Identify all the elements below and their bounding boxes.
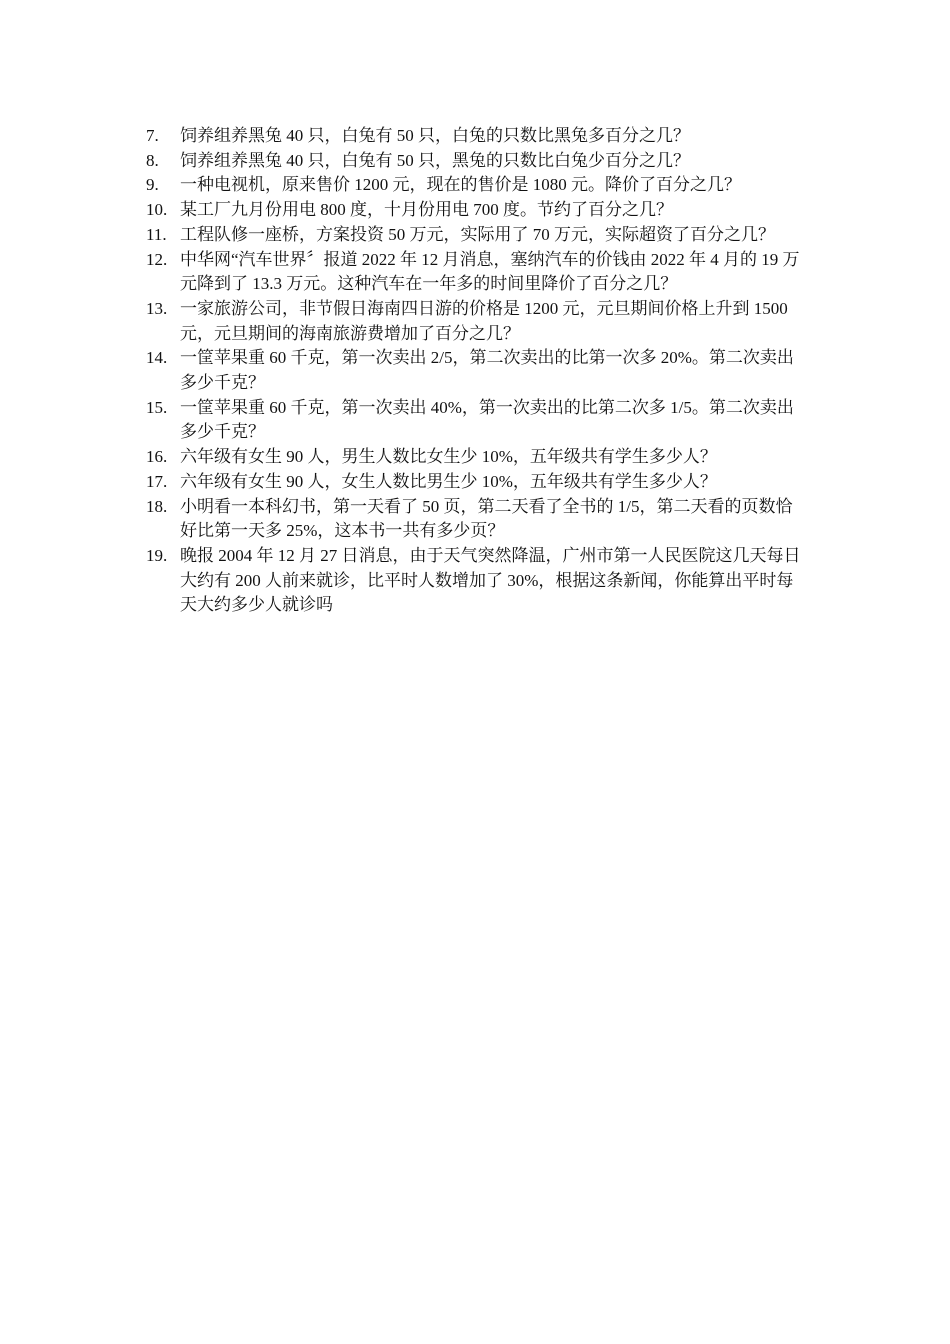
question-text: 某工厂九月份用电 800 度，十月份用电 700 度。节约了百分之几？ (180, 200, 673, 220)
question-text: 一筐苹果重 60 千克，第一次卖出 40%，第一次卖出的比第二次多 1/5。第二次卖出多少千克？ (180, 397, 794, 442)
question-number: 19. (146, 545, 168, 565)
question-list (146, 124, 806, 618)
question-text: 一家旅游公司，非节假日海南四日游的价格是 1200 元，元旦期间价格上升到 1500 元，元旦期间的海南旅游费增加了百分之几？ (180, 298, 788, 343)
question-number: 14. (146, 348, 168, 368)
question-text: 一种电视机，原来售价 1200 元，现在的售价是 1080 元。降价了百分之几？ (180, 175, 741, 195)
question-number: 13. (146, 298, 168, 318)
question-text: 一筐苹果重 60 千克，第一次卖出 2/5，第二次卖出的比第一次多 20%。第二次卖出多少千克？ (180, 348, 794, 393)
question-item (146, 544, 806, 618)
question-item (146, 470, 806, 495)
question-item (146, 346, 806, 395)
question-number: 9. (146, 175, 159, 195)
question-number: 18. (146, 496, 168, 516)
question-text: 中华网“汽车世界〞报道 2022 年 12 月消息，塞纳汽车的价钱由 2022 年 4 月的 19 万元降到了 13.3 万元。这种汽车在一年多的时间里降价了百分之几？ (180, 249, 800, 294)
question-text: 六年级有女生 90 人，女生人数比男生少 10%，五年级共有学生多少人？ (180, 471, 717, 491)
question-item (146, 173, 806, 198)
question-item (146, 248, 806, 297)
question-text: 小明看一本科幻书，第一天看了 50 页，第二天看了全书的 1/5，第二天看的页数恰好比第一天多 25%，这本书一共有多少页？ (180, 496, 793, 541)
question-text: 饲养组养黑兔 40 只，白兔有 50 只，白兔的只数比黑兔多百分之几？ (180, 126, 690, 145)
question-text: 晚报 2004 年 12 月 27 日消息，由于天气突然降温，广州市第一人民医院这几天每日大约有 200 人前来就诊，比平时人数增加了 30%，根据这条新闻，你能算出平时每天大约多少人就诊吗 (180, 545, 801, 615)
question-number: 16. (146, 447, 168, 467)
question-text: 饲养组养黑兔 40 只，白兔有 50 只，黑兔的只数比白兔少百分之几？ (180, 150, 690, 170)
question-number: 12. (146, 249, 168, 269)
question-item (146, 149, 806, 174)
question-number: 10. (146, 200, 168, 220)
question-item (146, 396, 806, 445)
question-number: 7. (146, 126, 159, 145)
question-item (146, 124, 806, 149)
question-item (146, 297, 806, 346)
question-text: 工程队修一座桥，方案投资 50 万元，实际用了 70 万元，实际超资了百分之几？ (180, 224, 775, 244)
question-item (146, 223, 806, 248)
question-number: 11. (146, 224, 167, 244)
question-number: 15. (146, 397, 168, 417)
question-number: 8. (146, 150, 159, 170)
question-item (146, 198, 806, 223)
question-number: 17. (146, 471, 168, 491)
question-item (146, 495, 806, 544)
question-item (146, 445, 806, 470)
question-text: 六年级有女生 90 人，男生人数比女生少 10%，五年级共有学生多少人？ (180, 447, 717, 467)
